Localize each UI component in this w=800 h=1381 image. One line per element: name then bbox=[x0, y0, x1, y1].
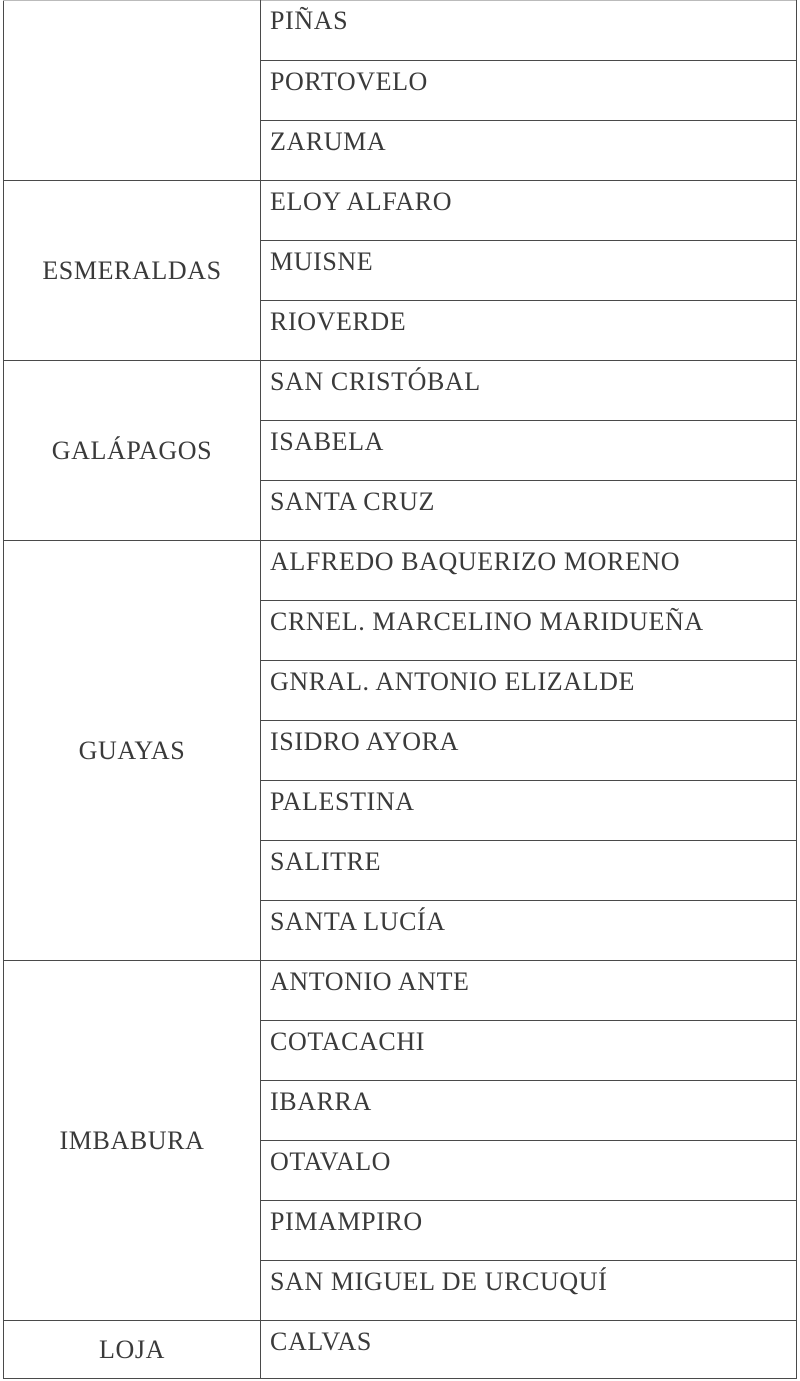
province-cell: ESMERALDAS bbox=[4, 181, 261, 361]
table-row bbox=[4, 541, 797, 601]
canton-cell: IBARRA bbox=[261, 1081, 797, 1141]
province-cell: GALÁPAGOS bbox=[4, 361, 261, 541]
province-cell: GUAYAS bbox=[4, 541, 261, 961]
canton-cell: OTAVALO bbox=[261, 1141, 797, 1201]
province-cell: LOJA bbox=[4, 1321, 261, 1379]
table-row bbox=[4, 181, 797, 241]
canton-cell: ISIDRO AYORA bbox=[261, 721, 797, 781]
canton-cell: ANTONIO ANTE bbox=[261, 961, 797, 1021]
canton-cell: SALITRE bbox=[261, 841, 797, 901]
province-cell: IMBABURA bbox=[4, 961, 261, 1321]
table-row bbox=[4, 361, 797, 421]
canton-cell: RIOVERDE bbox=[261, 301, 797, 361]
canton-cell: PIÑAS bbox=[261, 1, 797, 61]
canton-cell: SANTA LUCÍA bbox=[261, 901, 797, 961]
canton-cell: GNRAL. ANTONIO ELIZALDE bbox=[261, 661, 797, 721]
canton-cell: PORTOVELO bbox=[261, 61, 797, 121]
canton-cell: SAN CRISTÓBAL bbox=[261, 361, 797, 421]
canton-cell: CRNEL. MARCELINO MARIDUEÑA bbox=[261, 601, 797, 661]
table-body bbox=[4, 1, 797, 1379]
canton-cell: ISABELA bbox=[261, 421, 797, 481]
table-row bbox=[4, 1, 797, 61]
table-row bbox=[4, 961, 797, 1021]
canton-cell: ELOY ALFARO bbox=[261, 181, 797, 241]
canton-cell: CALVAS bbox=[261, 1321, 797, 1379]
canton-cell: PALESTINA bbox=[261, 781, 797, 841]
canton-cell: SANTA CRUZ bbox=[261, 481, 797, 541]
canton-cell: COTACACHI bbox=[261, 1021, 797, 1081]
canton-cell: SAN MIGUEL DE URCUQUÍ bbox=[261, 1261, 797, 1321]
table-row bbox=[4, 1321, 797, 1379]
province-cell bbox=[4, 1, 261, 181]
canton-cell: ZARUMA bbox=[261, 121, 797, 181]
canton-cell: ALFREDO BAQUERIZO MORENO bbox=[261, 541, 797, 601]
canton-cell: MUISNE bbox=[261, 241, 797, 301]
province-canton-table bbox=[3, 0, 797, 1379]
canton-cell: PIMAMPIRO bbox=[261, 1201, 797, 1261]
